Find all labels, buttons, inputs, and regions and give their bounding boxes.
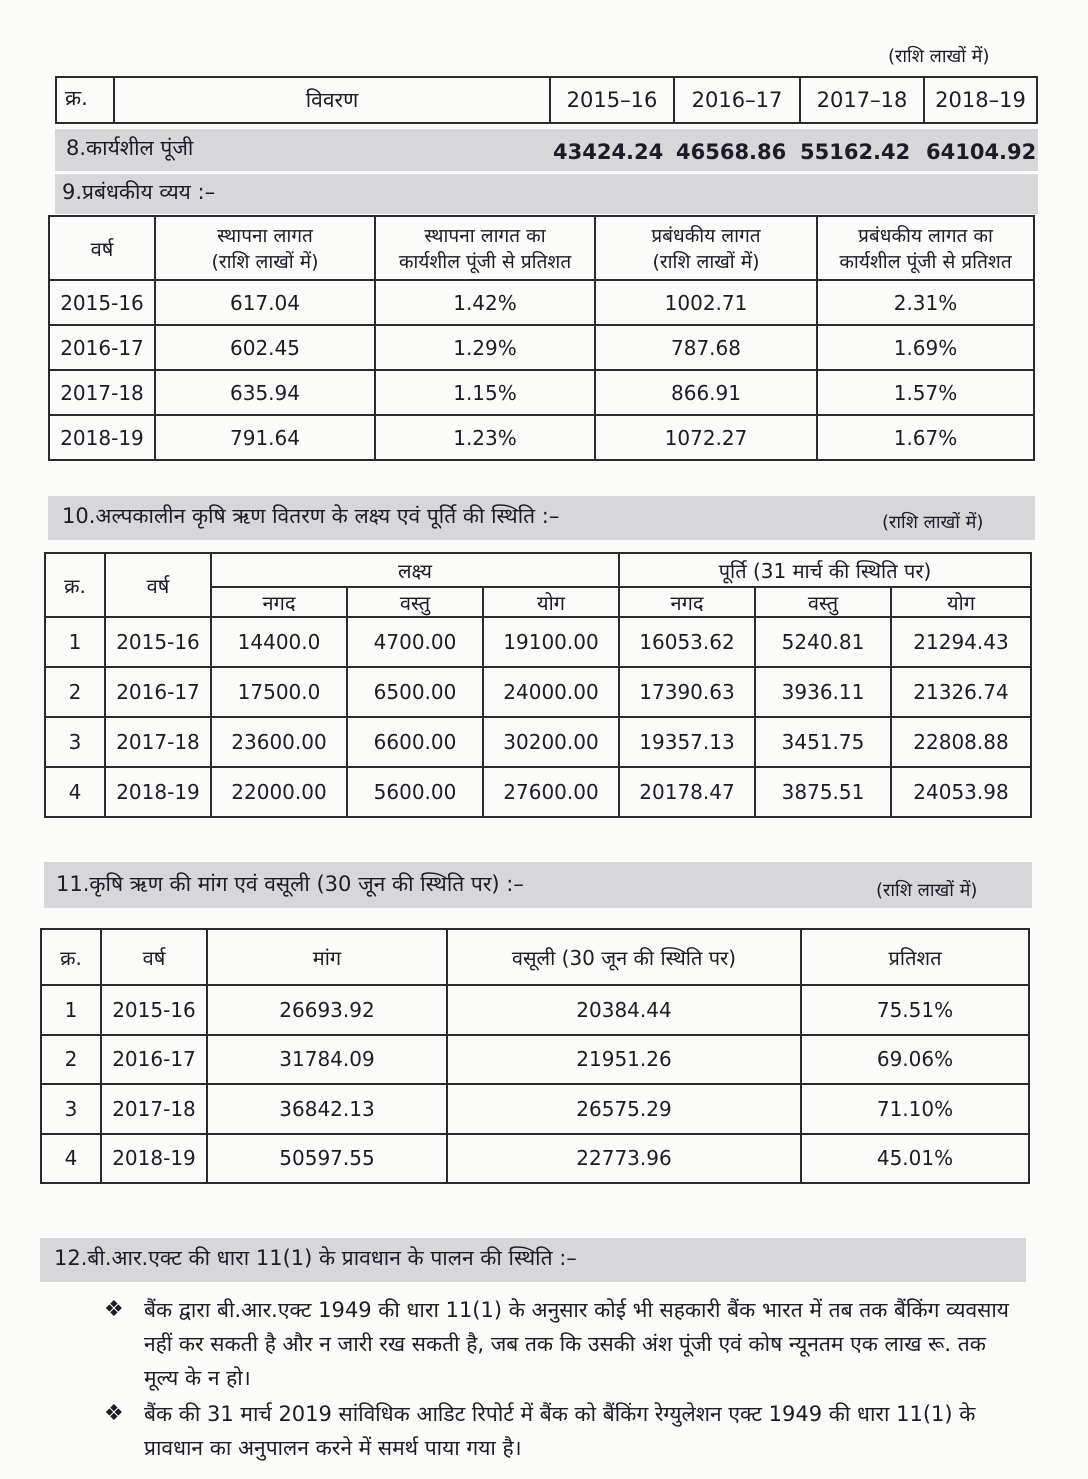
cell: 2017-18	[105, 717, 211, 767]
cell: 2015-16	[105, 617, 211, 667]
table-row	[45, 767, 1031, 817]
col-year: 2018–19	[924, 77, 1037, 123]
table-row	[41, 1134, 1029, 1184]
cell: 22000.00	[211, 767, 347, 817]
table-row	[45, 717, 1031, 767]
table-row	[49, 370, 1034, 415]
cell: 2016-17	[105, 667, 211, 717]
cell: 3	[41, 1084, 101, 1134]
cell: 791.64	[155, 415, 375, 460]
cell: 2017-18	[49, 370, 155, 415]
diamond-star-icon: ❖	[104, 1401, 124, 1426]
cell: 2017-18	[101, 1084, 207, 1134]
header-serial: क्र.	[41, 929, 101, 985]
table-row	[41, 985, 1029, 1035]
cell: 75.51%	[801, 985, 1029, 1035]
cell: 1.23%	[375, 415, 595, 460]
subheader-total: योग	[483, 587, 619, 617]
working-capital-value: 43424.24	[553, 140, 664, 164]
table-row	[41, 1084, 1029, 1134]
cell: 1.67%	[817, 415, 1034, 460]
table-row	[45, 617, 1031, 667]
management-expense-table	[48, 215, 1035, 461]
cell: 2018-19	[49, 415, 155, 460]
section-11-unit: (राशि लाखों में)	[876, 880, 978, 901]
cell: 635.94	[155, 370, 375, 415]
cell: 1.69%	[817, 325, 1034, 370]
list-item	[104, 1293, 1024, 1395]
table-row	[49, 415, 1034, 460]
cell: 69.06%	[801, 1035, 1029, 1085]
cell: 6500.00	[347, 667, 483, 717]
header-recovery: वसूली (30 जून की स्थिति पर)	[447, 929, 801, 985]
col-description: विवरण	[114, 77, 550, 123]
cell: 2.31%	[817, 280, 1034, 325]
col-serial: क्र.	[56, 77, 114, 123]
cell: 5600.00	[347, 767, 483, 817]
diamond-star-icon: ❖	[104, 1297, 124, 1322]
subheader-total: योग	[891, 587, 1031, 617]
cell: 617.04	[155, 280, 375, 325]
cell: 1072.27	[595, 415, 817, 460]
working-capital-value: 64104.92	[926, 140, 1037, 164]
cell: 3875.51	[755, 767, 891, 817]
cell: 1.29%	[375, 325, 595, 370]
table-row	[41, 1035, 1029, 1085]
cell: 21326.74	[891, 667, 1031, 717]
cell: 20178.47	[619, 767, 755, 817]
cell: 20384.44	[447, 985, 801, 1035]
cell: 2018-19	[105, 767, 211, 817]
table-row	[45, 667, 1031, 717]
header-year: वर्ष	[49, 216, 155, 280]
cell: 4700.00	[347, 617, 483, 667]
working-capital-value: 46568.86	[676, 140, 787, 164]
col-year: 2017–18	[800, 77, 924, 123]
cell: 22808.88	[891, 717, 1031, 767]
header-establishment-percent: स्थापना लागत का कार्यशील पूंजी से प्रतिशत	[375, 216, 595, 280]
cell: 31784.09	[207, 1035, 447, 1085]
header-achievement: पूर्ति (31 मार्च की स्थिति पर)	[619, 553, 1031, 587]
cell: 1	[45, 617, 105, 667]
cell: 4	[45, 767, 105, 817]
section-12-title: 12.बी.आर.एक्ट की धारा 11(1) के प्रावधान के पालन की स्थिति :–	[54, 1246, 577, 1270]
cell: 23600.00	[211, 717, 347, 767]
cell: 2016-17	[49, 325, 155, 370]
cell: 1002.71	[595, 280, 817, 325]
cell: 26575.29	[447, 1084, 801, 1134]
bullet-text: बैंक द्वारा बी.आर.एक्ट 1949 की धारा 11(1) के अनुसार कोई भी सहकारी बैंक भारत में तब तक बैंकिंग व्यवसाय नहीं कर सकती है और न जारी रख सकती है, जब तक कि उसकी अंश पूंजी एवं कोष न्यूनतम एक लाख रू. तक मूल्य के न हो।	[144, 1298, 1009, 1390]
header-year: वर्ष	[105, 553, 211, 617]
cell: 1.42%	[375, 280, 595, 325]
header-serial: क्र.	[45, 553, 105, 617]
cell: 16053.62	[619, 617, 755, 667]
cell: 17390.63	[619, 667, 755, 717]
header-establishment-cost: स्थापना लागत (राशि लाखों में)	[155, 216, 375, 280]
cell: 24000.00	[483, 667, 619, 717]
subheader-cash: नगद	[619, 587, 755, 617]
header-table	[55, 76, 1038, 124]
cell: 1.15%	[375, 370, 595, 415]
cell: 2015-16	[101, 985, 207, 1035]
cell: 1	[41, 985, 101, 1035]
cell: 71.10%	[801, 1084, 1029, 1134]
table-row	[49, 280, 1034, 325]
cell: 2016-17	[101, 1035, 207, 1085]
bullet-text: बैंक की 31 मार्च 2019 सांविधिक आडिट रिपोर्ट में बैंक को बैंकिंग रेग्युलेशन एक्ट 1949 की धारा 11(1) के प्रावधान का अनुपालन करने में समर्थ पाया गया है।	[144, 1402, 976, 1460]
cell: 14400.0	[211, 617, 347, 667]
section-11-title: 11.कृषि ऋण की मांग एवं वसूली (30 जून की स्थिति पर) :–	[56, 872, 524, 896]
cell: 866.91	[595, 370, 817, 415]
header-year: वर्ष	[101, 929, 207, 985]
section-12-bullets	[104, 1293, 1024, 1467]
table-row	[49, 325, 1034, 370]
cell: 21294.43	[891, 617, 1031, 667]
cell: 36842.13	[207, 1084, 447, 1134]
section-10-unit: (राशि लाखों में)	[882, 512, 984, 533]
list-item	[104, 1397, 1024, 1465]
cell: 787.68	[595, 325, 817, 370]
cell: 5240.81	[755, 617, 891, 667]
cell: 19100.00	[483, 617, 619, 667]
cell: 24053.98	[891, 767, 1031, 817]
cell: 27600.00	[483, 767, 619, 817]
top-unit-note: (राशि लाखों में)	[888, 46, 990, 67]
subheader-cash: नगद	[211, 587, 347, 617]
cell: 4	[41, 1134, 101, 1184]
cell: 2	[41, 1035, 101, 1085]
cell: 6600.00	[347, 717, 483, 767]
cell: 17500.0	[211, 667, 347, 717]
header-management-percent: प्रबंधकीय लागत का कार्यशील पूंजी से प्रतिशत	[817, 216, 1034, 280]
cell: 3451.75	[755, 717, 891, 767]
short-term-loan-table	[44, 552, 1032, 818]
cell: 2018-19	[101, 1134, 207, 1184]
cell: 3936.11	[755, 667, 891, 717]
working-capital-value: 55162.42	[800, 140, 911, 164]
cell: 50597.55	[207, 1134, 447, 1184]
section-10-title: 10.अल्पकालीन कृषि ऋण वितरण के लक्ष्य एवं पूर्ति की स्थिति :–	[62, 504, 560, 528]
loan-demand-recovery-table	[40, 928, 1030, 1184]
cell: 21951.26	[447, 1035, 801, 1085]
cell: 1.57%	[817, 370, 1034, 415]
cell: 3	[45, 717, 105, 767]
subheader-kind: वस्तु	[347, 587, 483, 617]
cell: 602.45	[155, 325, 375, 370]
col-year: 2015–16	[550, 77, 674, 123]
header-target: लक्ष्य	[211, 553, 619, 587]
header-demand: मांग	[207, 929, 447, 985]
header-management-cost: प्रबंधकीय लागत (राशि लाखों में)	[595, 216, 817, 280]
col-year: 2016–17	[674, 77, 800, 123]
cell: 30200.00	[483, 717, 619, 767]
working-capital-label: 8.कार्यशील पूंजी	[66, 136, 194, 160]
subheader-kind: वस्तु	[755, 587, 891, 617]
section-9-title: 9.प्रबंधकीय व्यय :–	[62, 180, 216, 204]
cell: 19357.13	[619, 717, 755, 767]
cell: 26693.92	[207, 985, 447, 1035]
header-percent: प्रतिशत	[801, 929, 1029, 985]
cell: 45.01%	[801, 1134, 1029, 1184]
cell: 2015-16	[49, 280, 155, 325]
cell: 22773.96	[447, 1134, 801, 1184]
cell: 2	[45, 667, 105, 717]
